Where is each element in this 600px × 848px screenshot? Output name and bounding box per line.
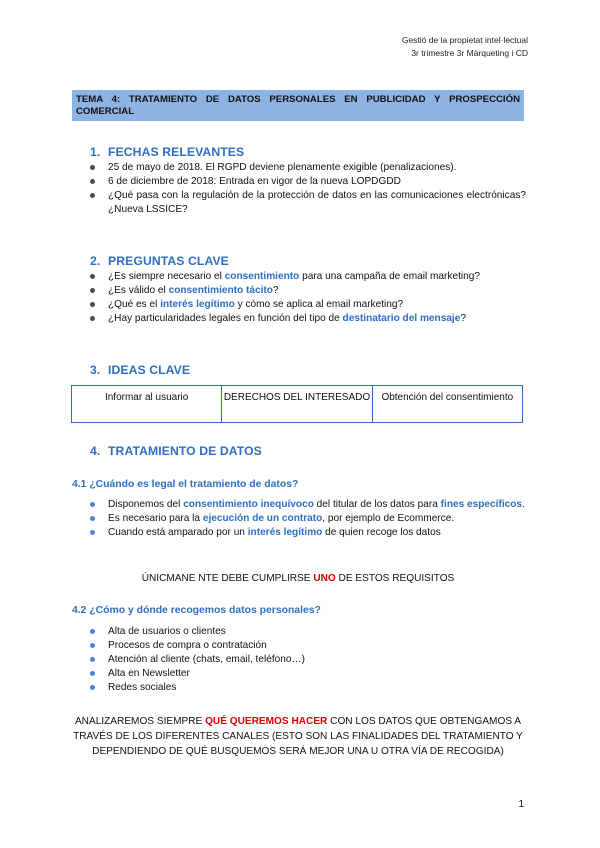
section-4-heading: [90, 444, 262, 458]
list-item-text: de quien recoge los datos: [322, 527, 441, 538]
section-2-title: PREGUNTAS CLAVE: [108, 254, 229, 268]
bullet-icon: [90, 685, 95, 690]
list-item-text: , por ejemplo de Ecommerce.: [322, 513, 455, 524]
list-item-text: Es necesario para la: [108, 513, 203, 524]
list-item-text: Cuando está amparado por un: [108, 527, 248, 538]
question-keyword: destinatario del mensaje: [342, 313, 461, 324]
page-number: 1: [518, 799, 524, 810]
bullet-icon: [90, 316, 95, 321]
question-text: ¿Es válido el: [108, 285, 169, 296]
topic-title: TEMA 4: TRATAMIENTO DE DATOS PERSONALES EN PUBLICIDAD Y PROSPECCIÓN COMERCIAL: [72, 90, 524, 121]
list-item: [90, 175, 526, 189]
list-item-keyword: interés legítimo: [247, 527, 323, 538]
question-keyword: consentimiento: [224, 271, 300, 282]
ideas-cell-derechos: DERECHOS DEL INTERESADO: [221, 386, 371, 422]
bullet-icon: [90, 193, 95, 198]
list-item-text: .: [522, 499, 525, 510]
list-item: [90, 161, 526, 175]
list-item: [90, 625, 526, 639]
list-item: [90, 639, 526, 653]
legalidad-list: [90, 498, 526, 540]
ideas-cell-consentimiento: Obtención del consentimiento: [372, 386, 522, 422]
bullet-icon: [90, 516, 95, 521]
note-emphasis: UNO: [313, 573, 336, 584]
section-3-heading: [90, 363, 190, 377]
list-item-text: Alta de usuarios o clientes: [108, 626, 226, 637]
question-text: ?: [272, 285, 279, 296]
preguntas-list: [90, 270, 530, 326]
recogida-list: [90, 625, 526, 695]
list-item: [90, 298, 530, 312]
section-1-title: FECHAS RELEVANTES: [108, 145, 245, 159]
requisitos-note: [72, 571, 524, 586]
closing-text: CON LOS DATOS QUE OBTENGAMOS A TRAVÉS DE LOS DIFERENTES CANALES (ESTO SON LAS FINALIDADES DEL TRATAMIENTO Y DEPENDIENDO DE QUÉ BUSQUEMOS SERÁ MEJOR UNA U OTRA VÍA DE RECOGIDA): [73, 716, 523, 757]
bullet-icon: [90, 165, 95, 170]
bullet-icon: [90, 288, 95, 293]
bullet-icon: [90, 274, 95, 279]
list-item-text: Redes sociales: [108, 682, 177, 693]
question-text: ¿Qué es el: [108, 299, 161, 310]
question-text: ¿Hay particularidades legales en función del tipo de: [108, 313, 343, 324]
question-text: ?: [460, 313, 466, 324]
list-item-text: Procesos de compra o contratación: [108, 640, 267, 651]
list-item-text: Alta en Newsletter: [108, 668, 190, 679]
list-item-text: Disponemos del: [108, 499, 184, 510]
subsection-4-2-title: 4.2 ¿Cómo y dónde recogemos datos personales?: [72, 605, 321, 616]
ideas-table: [71, 385, 523, 423]
page-header: [402, 34, 528, 60]
list-item-keyword: consentimiento inequívoco: [183, 499, 314, 510]
note-text: ÚNICMANE NTE DEBE CUMPLIRSE: [141, 573, 314, 584]
list-item: [90, 498, 526, 512]
subsection-4-1-title: 4.1 ¿Cuándo es legal el tratamiento de datos?: [72, 479, 299, 490]
list-item: [90, 526, 526, 540]
list-item: [90, 189, 526, 217]
bullet-icon: [90, 671, 95, 676]
list-item-keyword: ejecución de un contrato: [202, 513, 323, 524]
list-item-text: Atención al cliente (chats, email, teléfono…): [108, 654, 305, 665]
list-item-text: ¿Qué pasa con la regulación de la protección de datos en las comunicaciones electrónicas? ¿Nueva LSSICE?: [108, 190, 526, 215]
bullet-icon: [90, 179, 95, 184]
bullet-icon: [90, 629, 95, 634]
list-item: [90, 312, 530, 326]
closing-emphasis: QUÉ QUEREMOS HACER: [205, 716, 328, 727]
list-item-keyword: fines específicos: [440, 499, 523, 510]
list-item-text: 25 de mayo de 2018. El RGPD deviene plenamente exigible (penalizaciones).: [108, 162, 457, 173]
question-text: y cómo se aplica al email marketing?: [234, 299, 404, 310]
list-item-text: 6 de diciembre de 2018: Entrada en vigor de la nueva LOPDGDD: [108, 176, 401, 187]
section-2-number: 2.: [90, 254, 101, 268]
closing-statement: [72, 714, 524, 759]
section-3-title: IDEAS CLAVE: [108, 363, 191, 377]
section-1-number: 1.: [90, 145, 101, 159]
section-4-title: TRATAMIENTO DE DATOS: [108, 444, 262, 458]
list-item: [90, 512, 526, 526]
bullet-icon: [90, 530, 95, 535]
list-item-text: del titular de los datos para: [313, 499, 441, 510]
section-3-number: 3.: [90, 363, 101, 377]
list-item: [90, 270, 530, 284]
header-term: 3r trimestre 3r Màrqueting i CD: [411, 48, 528, 58]
note-text: DE ESTOS REQUISITOS: [335, 573, 455, 584]
bullet-icon: [90, 643, 95, 648]
question-text: ¿Es siempre necesario el: [108, 271, 225, 282]
question-keyword: consentimiento tácito: [168, 285, 273, 296]
question-text: para una campaña de email marketing?: [299, 271, 480, 282]
fechas-list: [90, 161, 526, 217]
list-item: [90, 653, 526, 667]
bullet-icon: [90, 657, 95, 662]
section-1-heading: [90, 145, 244, 159]
section-2-heading: [90, 254, 229, 268]
closing-text: ANALIZAREMOS SIEMPRE: [74, 716, 206, 727]
bullet-icon: [90, 502, 95, 507]
question-keyword: interés legítimo: [160, 299, 235, 310]
bullet-icon: [90, 302, 95, 307]
ideas-cell-informar: Informar al usuario: [104, 392, 189, 403]
header-course: Gestió de la propietat intel·lectual: [401, 35, 528, 45]
list-item: [90, 681, 526, 695]
list-item: [90, 284, 530, 298]
list-item: [90, 667, 526, 681]
section-4-number: 4.: [90, 444, 101, 458]
